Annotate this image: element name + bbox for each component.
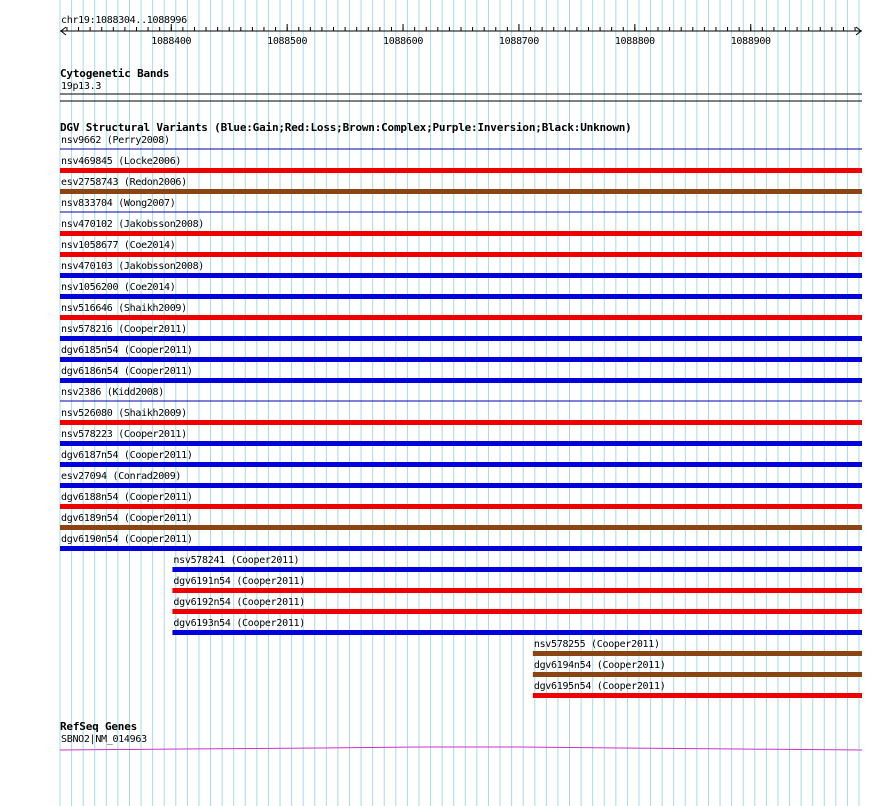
variant-label[interactable]: dgv6185n54 (Cooper2011) [61, 345, 193, 356]
variant-label[interactable]: nsv578241 (Cooper2011) [173, 555, 300, 566]
variant-label[interactable]: dgv6192n54 (Cooper2011) [173, 597, 305, 608]
variant-bar [60, 483, 862, 488]
variant-label[interactable]: dgv6188n54 (Cooper2011) [61, 492, 193, 503]
ruler-tick-label: 1088400 [151, 36, 192, 47]
variant-bar [60, 315, 862, 320]
variant-label[interactable]: dgv6187n54 (Cooper2011) [61, 450, 193, 461]
region-label: chr19:1088304..1088996 [61, 15, 187, 26]
variant-bar [60, 336, 862, 341]
variant-bar [60, 462, 862, 467]
variant-label[interactable]: nsv469845 (Locke2006) [61, 156, 182, 167]
variant-label[interactable]: nsv9662 (Perry2008) [61, 135, 170, 146]
ruler-tick-label: 1088900 [730, 36, 771, 47]
variant-bar [60, 252, 862, 257]
variant-bar [60, 546, 862, 551]
ruler-tick-label: 1088700 [498, 36, 539, 47]
variant-bar [533, 693, 862, 698]
variant-label[interactable]: nsv578216 (Cooper2011) [61, 324, 187, 335]
refseq-gene-label[interactable]: SBNO2|NM_014963 [61, 734, 147, 745]
variant-bar [60, 273, 862, 278]
variant-label[interactable]: dgv6195n54 (Cooper2011) [533, 681, 666, 692]
variant-label[interactable]: esv2758743 (Redon2006) [61, 177, 187, 188]
variant-bar [60, 441, 862, 446]
variant-label[interactable]: dgv6191n54 (Cooper2011) [173, 576, 305, 587]
variant-bar [60, 189, 862, 194]
variant-label[interactable]: nsv470102 (Jakobsson2008) [61, 219, 205, 230]
variant-bar [533, 672, 862, 677]
variant-label[interactable]: nsv833704 (Wong2007) [61, 198, 176, 209]
variant-label[interactable]: dgv6194n54 (Cooper2011) [533, 660, 666, 671]
variant-bar [60, 231, 862, 236]
variant-label[interactable]: dgv6190n54 (Cooper2011) [61, 534, 193, 545]
cytoband-track-title[interactable]: Cytogenetic Bands [60, 67, 170, 80]
refseq-track-title[interactable]: RefSeq Genes [60, 720, 138, 733]
refseq-gene-line [60, 747, 862, 750]
ruler-tick-label: 1088600 [383, 36, 424, 47]
variant-bar [60, 294, 862, 299]
variant-bar [172, 567, 862, 572]
variant-label[interactable]: dgv6189n54 (Cooper2011) [61, 513, 193, 524]
variant-label[interactable]: nsv578223 (Cooper2011) [61, 429, 187, 440]
variant-label[interactable]: nsv1056200 (Coe2014) [61, 282, 176, 293]
variant-label[interactable]: nsv470103 (Jakobsson2008) [61, 261, 205, 272]
variant-label[interactable]: nsv516646 (Shaikh2009) [61, 303, 187, 314]
variant-bar [172, 609, 862, 614]
variant-label[interactable]: dgv6186n54 (Cooper2011) [61, 366, 193, 377]
variant-label[interactable]: nsv578255 (Cooper2011) [533, 639, 660, 650]
variant-bar [60, 504, 862, 509]
variant-label[interactable]: nsv526080 (Shaikh2009) [61, 408, 187, 419]
ruler-tick-label: 1088800 [614, 36, 655, 47]
variant-label[interactable]: nsv1058677 (Coe2014) [61, 240, 176, 251]
variant-bar [60, 357, 862, 362]
variant-label[interactable]: dgv6193n54 (Cooper2011) [173, 618, 305, 629]
variant-bar [172, 588, 862, 593]
variant-bar [60, 168, 862, 173]
variant-bar [533, 651, 862, 656]
variant-bar [60, 378, 862, 383]
variant-label[interactable]: esv27094 (Conrad2009) [61, 471, 182, 482]
ruler-tick-label: 1088500 [267, 36, 308, 47]
variant-bar [172, 630, 862, 635]
dgv-track-title[interactable]: DGV Structural Variants (Blue:Gain;Red:Loss;Brown:Complex;Purple:Inversion;Black:Unknown) [60, 121, 632, 134]
variant-bar [60, 420, 862, 425]
variant-label[interactable]: nsv2386 (Kidd2008) [61, 387, 164, 398]
variant-bar [60, 525, 862, 530]
cytoband-label: 19p13.3 [61, 81, 102, 92]
